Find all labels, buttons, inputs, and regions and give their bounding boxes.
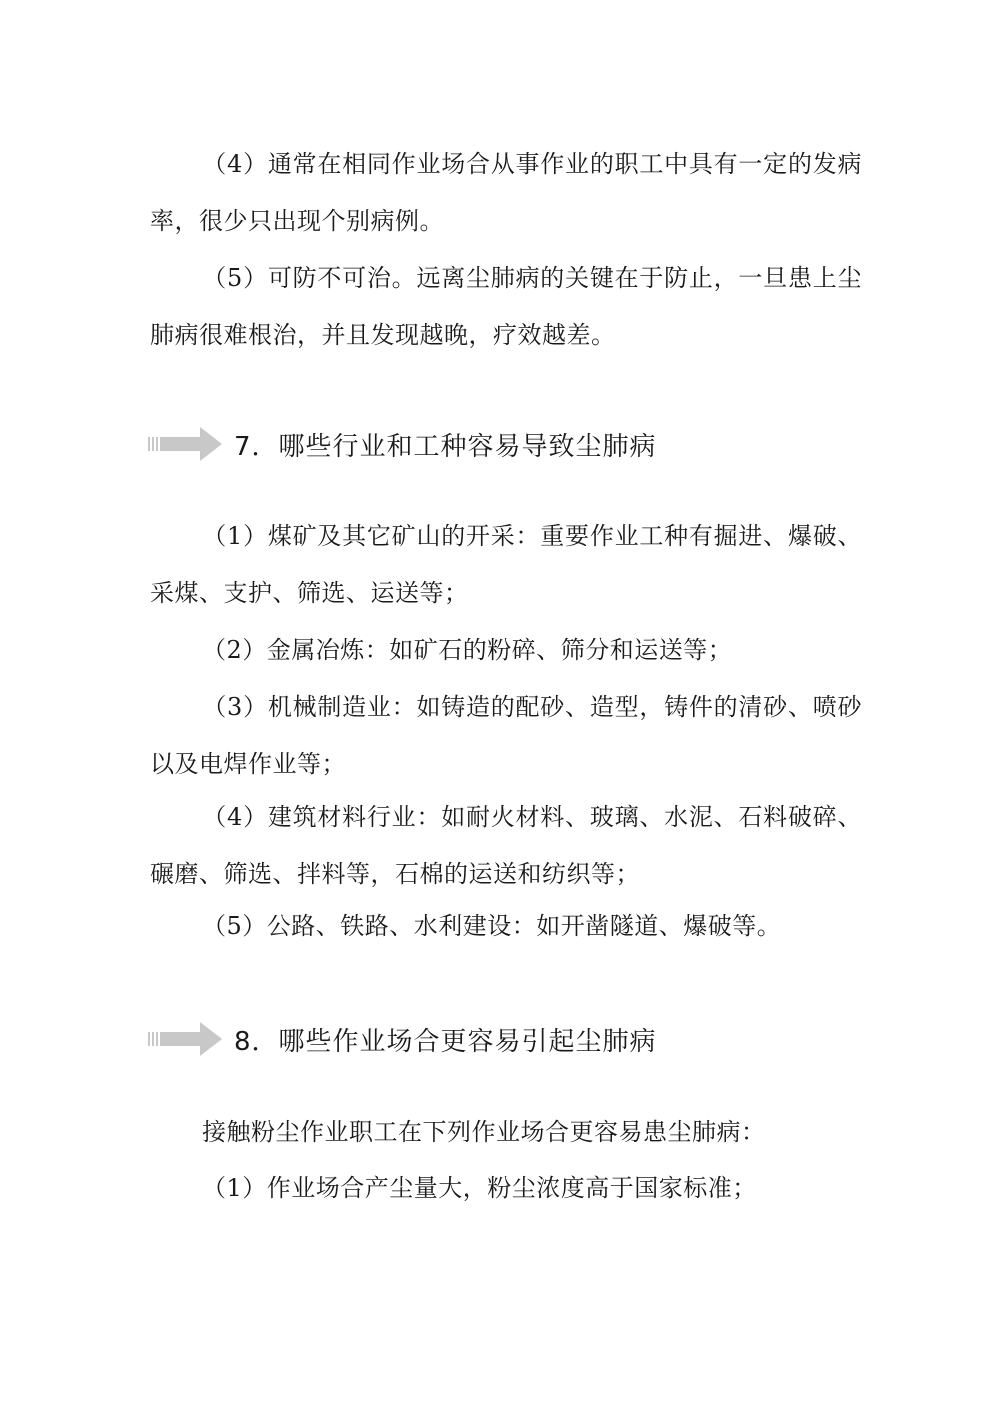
section-7-title: 7．哪些行业和工种容易导致尘肺病 <box>234 431 657 462</box>
list-item-text: （1）作业场合产尘量大，粉尘浓度高于国家标准； <box>202 1174 757 1202</box>
list-item-text: （1）煤矿及其它矿山的开采：重要作业工种有掘进、爆破、采煤、支护、筛选、运送等； <box>150 522 862 607</box>
section-8-title: 8．哪些作业场合更容易引起尘肺病 <box>234 1026 657 1057</box>
list-item-text: （3）机械制造业：如铸造的配砂、造型，铸件的清砂、喷砂以及电焊作业等； <box>150 693 862 778</box>
list-item <box>150 622 862 679</box>
paragraph-5-text: （5）可防不可治。远离尘肺病的关键在于防止，一旦患上尘肺病很难根治，并且发现越晚，疗效越差。 <box>150 264 862 349</box>
list-item <box>150 508 862 622</box>
paragraph-4 <box>150 136 862 250</box>
list-item <box>150 898 862 955</box>
section-7-heading <box>148 424 657 464</box>
section-8-heading <box>148 1019 657 1059</box>
section-8-intro <box>150 1104 862 1161</box>
paragraph-4-text: （4）通常在相同作业场合从事作业的职工中具有一定的发病率，很少只出现个别病例。 <box>150 150 862 235</box>
list-item <box>150 679 862 793</box>
list-item <box>150 789 862 903</box>
section-8-intro-text: 接触粉尘作业职工在下列作业场合更容易患尘肺病： <box>202 1118 766 1146</box>
arrow-right-icon <box>148 1019 224 1059</box>
list-item-text: （5）公路、铁路、水利建设：如开凿隧道、爆破等。 <box>202 912 782 940</box>
list-item-text: （4）建筑材料行业：如耐火材料、玻璃、水泥、石料破碎、碾磨、筛选、拌料等，石棉的运送和纺织等； <box>150 803 862 888</box>
list-item <box>150 1160 862 1217</box>
arrow-right-icon <box>148 424 224 464</box>
list-item-text: （2）金属冶炼：如矿石的粉碎、筛分和运送等； <box>202 636 733 664</box>
paragraph-5 <box>150 250 862 364</box>
